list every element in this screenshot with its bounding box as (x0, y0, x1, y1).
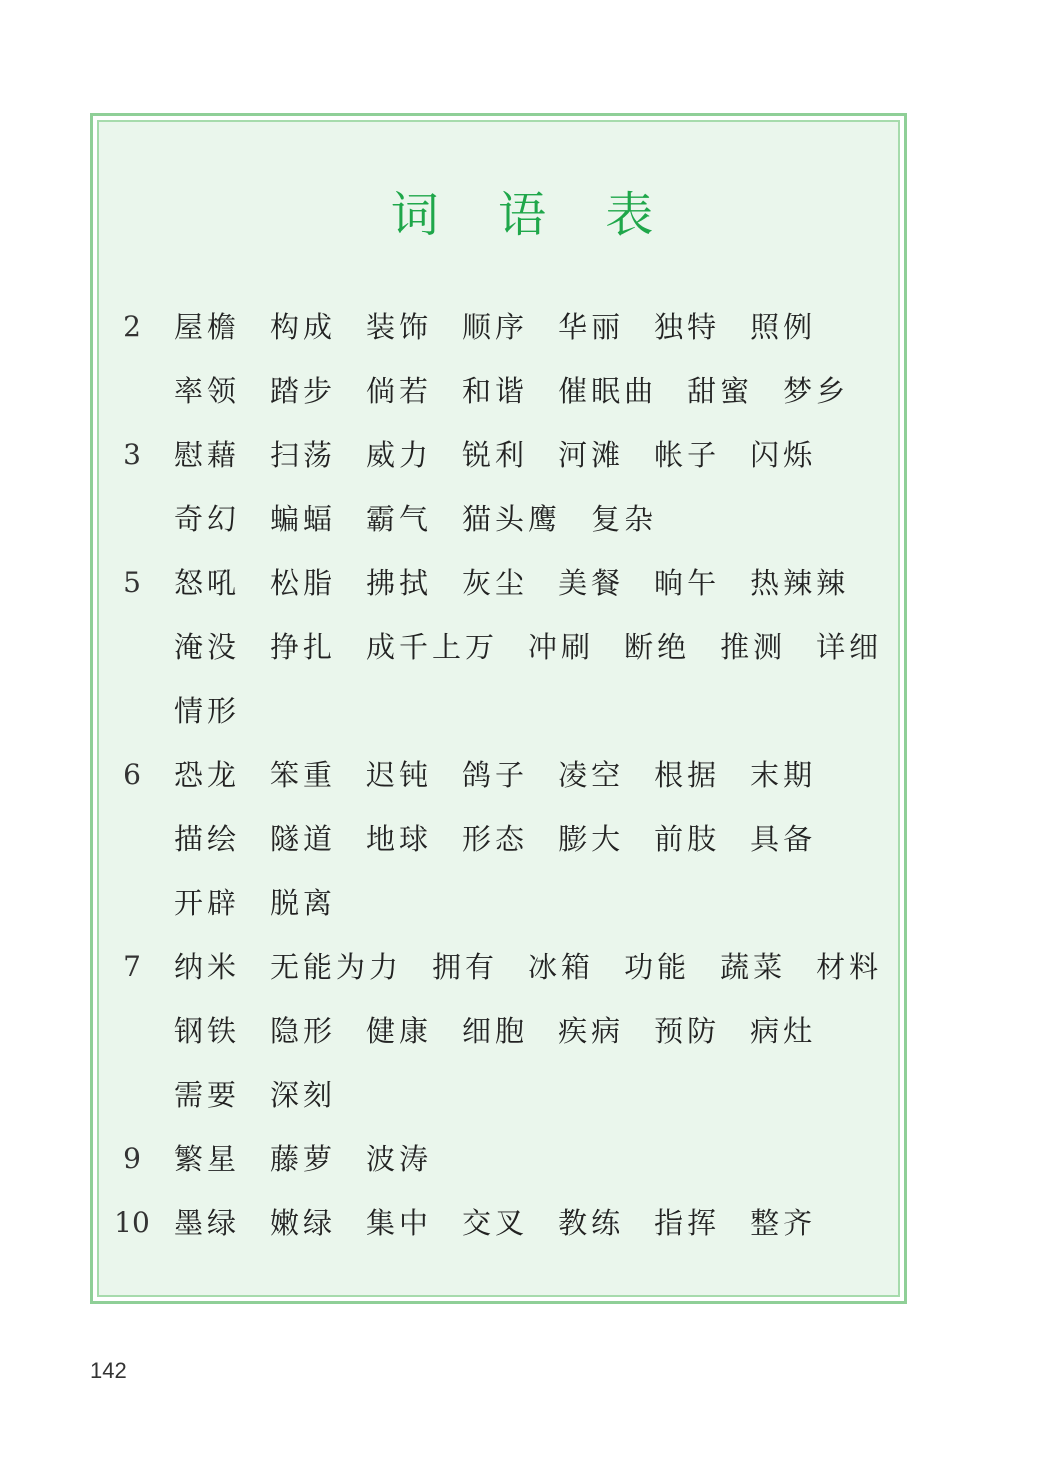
vocab-word: 详细 (816, 630, 883, 664)
vocab-word: 隐形 (270, 1014, 337, 1048)
lesson-number: 3 (123, 438, 141, 471)
vocab-word: 前肢 (654, 822, 721, 856)
vocab-word: 无能为力 (270, 950, 403, 984)
vocab-word: 屋檐 (174, 310, 241, 344)
word-group (174, 487, 687, 551)
vocab-word: 教练 (558, 1206, 625, 1240)
vocab-word: 鸽子 (462, 758, 529, 792)
vocab-word: 挣扎 (270, 630, 337, 664)
vocab-word: 倘若 (366, 374, 433, 408)
vocab-word: 钢铁 (174, 1014, 241, 1048)
vocab-word: 推测 (720, 630, 787, 664)
vocab-word: 热辣辣 (750, 566, 850, 600)
word-group (174, 551, 879, 615)
vocab-word: 扫荡 (270, 438, 337, 472)
vocab-word: 深刻 (270, 1078, 337, 1112)
vocab-word: 开辟 (174, 886, 241, 920)
vocab-word: 凌空 (558, 758, 625, 792)
lesson-number: 2 (123, 310, 141, 343)
vocab-word: 隧道 (270, 822, 337, 856)
vocab-word: 交叉 (462, 1206, 529, 1240)
vocab-row (0, 743, 1044, 807)
vocab-word: 疾病 (558, 1014, 625, 1048)
vocab-word: 锐利 (462, 438, 529, 472)
word-group (174, 999, 846, 1063)
vocab-word: 和谐 (462, 374, 529, 408)
vocab-word: 末期 (750, 758, 817, 792)
word-group (174, 743, 846, 807)
vocab-word: 迟钝 (366, 758, 433, 792)
vocab-word: 具备 (750, 822, 817, 856)
lesson-number: 9 (123, 1142, 141, 1175)
vocab-row (0, 487, 1044, 551)
vocab-word: 繁星 (174, 1142, 241, 1176)
word-group (174, 1063, 366, 1127)
vocab-word: 纳米 (174, 950, 241, 984)
vocab-word: 形态 (462, 822, 529, 856)
vocab-word: 地球 (366, 822, 433, 856)
vocab-word: 冲刷 (528, 630, 595, 664)
lesson-number: 6 (123, 758, 141, 791)
vocab-row (0, 615, 1044, 679)
word-group (174, 359, 879, 423)
lesson-number: 10 (114, 1206, 150, 1239)
vocab-word: 材料 (816, 950, 883, 984)
vocab-word: 蔬菜 (720, 950, 787, 984)
vocab-word: 功能 (624, 950, 691, 984)
vocab-row (0, 1191, 1044, 1255)
vocab-word: 顺序 (462, 310, 529, 344)
vocab-word: 健康 (366, 1014, 433, 1048)
vocab-word: 膨大 (558, 822, 625, 856)
vocab-word: 预防 (654, 1014, 721, 1048)
vocab-word: 描绘 (174, 822, 241, 856)
vocab-word: 脱离 (270, 886, 337, 920)
vocab-word: 河滩 (558, 438, 625, 472)
vocab-word: 藤萝 (270, 1142, 337, 1176)
word-group (174, 807, 846, 871)
vocab-row (0, 871, 1044, 935)
vocab-word: 帐子 (654, 438, 721, 472)
vocab-word: 复杂 (591, 502, 658, 536)
vocab-word: 梦乡 (783, 374, 850, 408)
vocab-word: 慰藉 (174, 438, 241, 472)
vocab-word: 墨绿 (174, 1206, 241, 1240)
word-group (174, 423, 846, 487)
vocab-word: 情形 (174, 694, 241, 728)
vocab-word: 成千上万 (366, 630, 499, 664)
vocab-word: 灰尘 (462, 566, 529, 600)
vocab-word: 病灶 (750, 1014, 817, 1048)
word-group (174, 1127, 462, 1191)
vocab-word: 拥有 (432, 950, 499, 984)
vocab-word: 美餐 (558, 566, 625, 600)
vocab-row (0, 935, 1044, 999)
vocab-word: 指挥 (654, 1206, 721, 1240)
lesson-number: 7 (123, 950, 141, 983)
vocab-word: 波涛 (366, 1142, 433, 1176)
vocab-word: 根据 (654, 758, 721, 792)
word-group (174, 615, 912, 679)
vocab-word: 踏步 (270, 374, 337, 408)
vocab-word: 催眠曲 (558, 374, 658, 408)
vocab-word: 需要 (174, 1078, 241, 1112)
vocab-word: 照例 (750, 310, 817, 344)
page-title: 词 语 表 (390, 187, 676, 243)
vocab-word: 怒吼 (174, 566, 241, 600)
vocab-word: 率领 (174, 374, 241, 408)
vocab-row (0, 359, 1044, 423)
vocab-row (0, 999, 1044, 1063)
vocab-word: 威力 (366, 438, 433, 472)
vocab-word: 嫩绿 (270, 1206, 337, 1240)
vocab-row (0, 295, 1044, 359)
vocab-word: 冰箱 (528, 950, 595, 984)
lesson-number: 5 (123, 566, 141, 599)
vocab-word: 华丽 (558, 310, 625, 344)
vocab-word: 拂拭 (366, 566, 433, 600)
vocab-word: 恐龙 (174, 758, 241, 792)
vocab-row (0, 679, 1044, 743)
vocab-word: 淹没 (174, 630, 241, 664)
page-number: 142 (90, 1358, 127, 1383)
vocab-word: 霸气 (366, 502, 433, 536)
vocab-word: 笨重 (270, 758, 337, 792)
word-group (174, 679, 270, 743)
vocab-word: 闪烁 (750, 438, 817, 472)
vocab-word: 猫头鹰 (462, 502, 562, 536)
word-group (174, 871, 366, 935)
vocab-word: 蝙蝠 (270, 502, 337, 536)
vocabulary-list (0, 295, 1044, 1255)
vocab-word: 独特 (654, 310, 721, 344)
vocab-row (0, 1127, 1044, 1191)
word-group (174, 295, 846, 359)
word-group (174, 1191, 846, 1255)
vocab-row (0, 807, 1044, 871)
vocab-word: 甜蜜 (687, 374, 754, 408)
vocab-row (0, 423, 1044, 487)
vocab-word: 装饰 (366, 310, 433, 344)
vocab-word: 奇幻 (174, 502, 241, 536)
vocab-word: 细胞 (462, 1014, 529, 1048)
vocab-word: 晌午 (654, 566, 721, 600)
vocab-word: 整齐 (750, 1206, 817, 1240)
vocab-word: 集中 (366, 1206, 433, 1240)
word-group (174, 935, 912, 999)
vocab-word: 构成 (270, 310, 337, 344)
vocab-row (0, 1063, 1044, 1127)
vocab-row (0, 551, 1044, 615)
vocab-word: 断绝 (624, 630, 691, 664)
vocab-word: 松脂 (270, 566, 337, 600)
